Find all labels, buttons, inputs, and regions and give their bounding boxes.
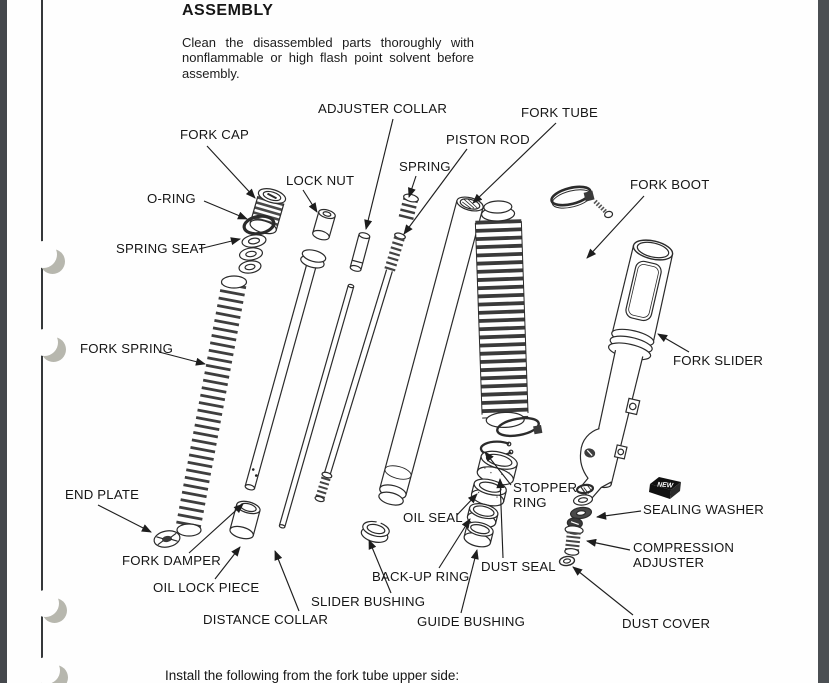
label-dust-cover: DUST COVER	[622, 616, 711, 631]
leader-back-up-ring	[439, 519, 470, 568]
label-sealing-washer: SEALING WASHER	[643, 502, 765, 517]
distance-collar-part	[279, 284, 354, 529]
label-slider-bushing: SLIDER BUSHING	[311, 594, 426, 609]
leader-lock-nut	[303, 190, 317, 212]
label-dust-seal: DUST SEAL	[481, 559, 556, 574]
fork-boot-part	[475, 200, 529, 428]
fork-damper-part	[238, 247, 327, 492]
label-fork-boot: FORK BOOT	[630, 177, 710, 192]
label-fork-spring: FORK SPRING	[80, 341, 174, 356]
leader-spring	[409, 176, 416, 197]
label-piston-rod: PISTON ROD	[446, 132, 530, 147]
label-oil-lock-piece: OIL LOCK PIECE	[153, 580, 260, 595]
label-back-up-ring: BACK-UP RING	[372, 569, 470, 584]
adjuster-collar-part	[350, 232, 371, 273]
new-badge	[649, 477, 681, 499]
lock-nut-part	[312, 208, 337, 242]
label-lock-nut: LOCK NUT	[286, 173, 355, 188]
label-end-plate: END PLATE	[65, 487, 140, 502]
fork-slider-part	[570, 244, 674, 506]
leader-dust-cover	[573, 567, 633, 615]
intro-paragraph: Clean the disassembled parts thoroughly with nonflammable or high flash point solvent before assembly.	[182, 35, 474, 81]
label-fork-cap: FORK CAP	[180, 127, 250, 142]
label-spring-seat: SPRING SEAT	[116, 241, 206, 256]
leader-adjuster-collar	[366, 119, 393, 229]
leader-sealing-washer	[597, 511, 641, 517]
page-title: ASSEMBLY	[182, 2, 274, 19]
leader-o-ring	[204, 201, 247, 219]
fork-spring-part	[177, 276, 247, 536]
compression-adjuster-part	[563, 517, 585, 556]
label-adjuster-collar: ADJUSTER COLLAR	[318, 101, 448, 116]
spring-seat-part	[238, 233, 266, 274]
slider-bushing-part	[360, 519, 391, 545]
leader-compression-adjuster	[587, 541, 630, 550]
leader-slider-bushing	[369, 540, 391, 593]
oil-lock-piece-part	[229, 499, 262, 541]
label-distance-collar: DISTANCE COLLAR	[203, 612, 329, 627]
leader-fork-cap	[207, 146, 255, 198]
label-spring: SPRING	[399, 159, 451, 174]
boot-clamp-part	[550, 180, 614, 230]
label-o-ring: O-RING	[147, 191, 196, 206]
label-oil-seal: OIL SEAL	[403, 510, 463, 525]
label-fork-tube: FORK TUBE	[521, 105, 599, 120]
footer-instruction: Install the following from the fork tube upper side:	[165, 668, 460, 683]
label-fork-slider: FORK SLIDER	[673, 353, 764, 368]
fork-cap-part	[248, 186, 287, 236]
label-guide-bushing: GUIDE BUSHING	[417, 614, 526, 629]
leader-end-plate	[98, 505, 151, 532]
label-compression-adjuster: COMPRESSION ADJUSTER	[633, 540, 735, 570]
label-stopper-ring: STOPPER RING	[513, 480, 578, 510]
dust-cover-part	[559, 556, 575, 567]
new-badge-text: NEW	[656, 481, 674, 490]
leader-fork-slider	[658, 334, 689, 352]
leader-distance-collar	[275, 551, 299, 611]
label-fork-damper: FORK DAMPER	[122, 553, 221, 568]
